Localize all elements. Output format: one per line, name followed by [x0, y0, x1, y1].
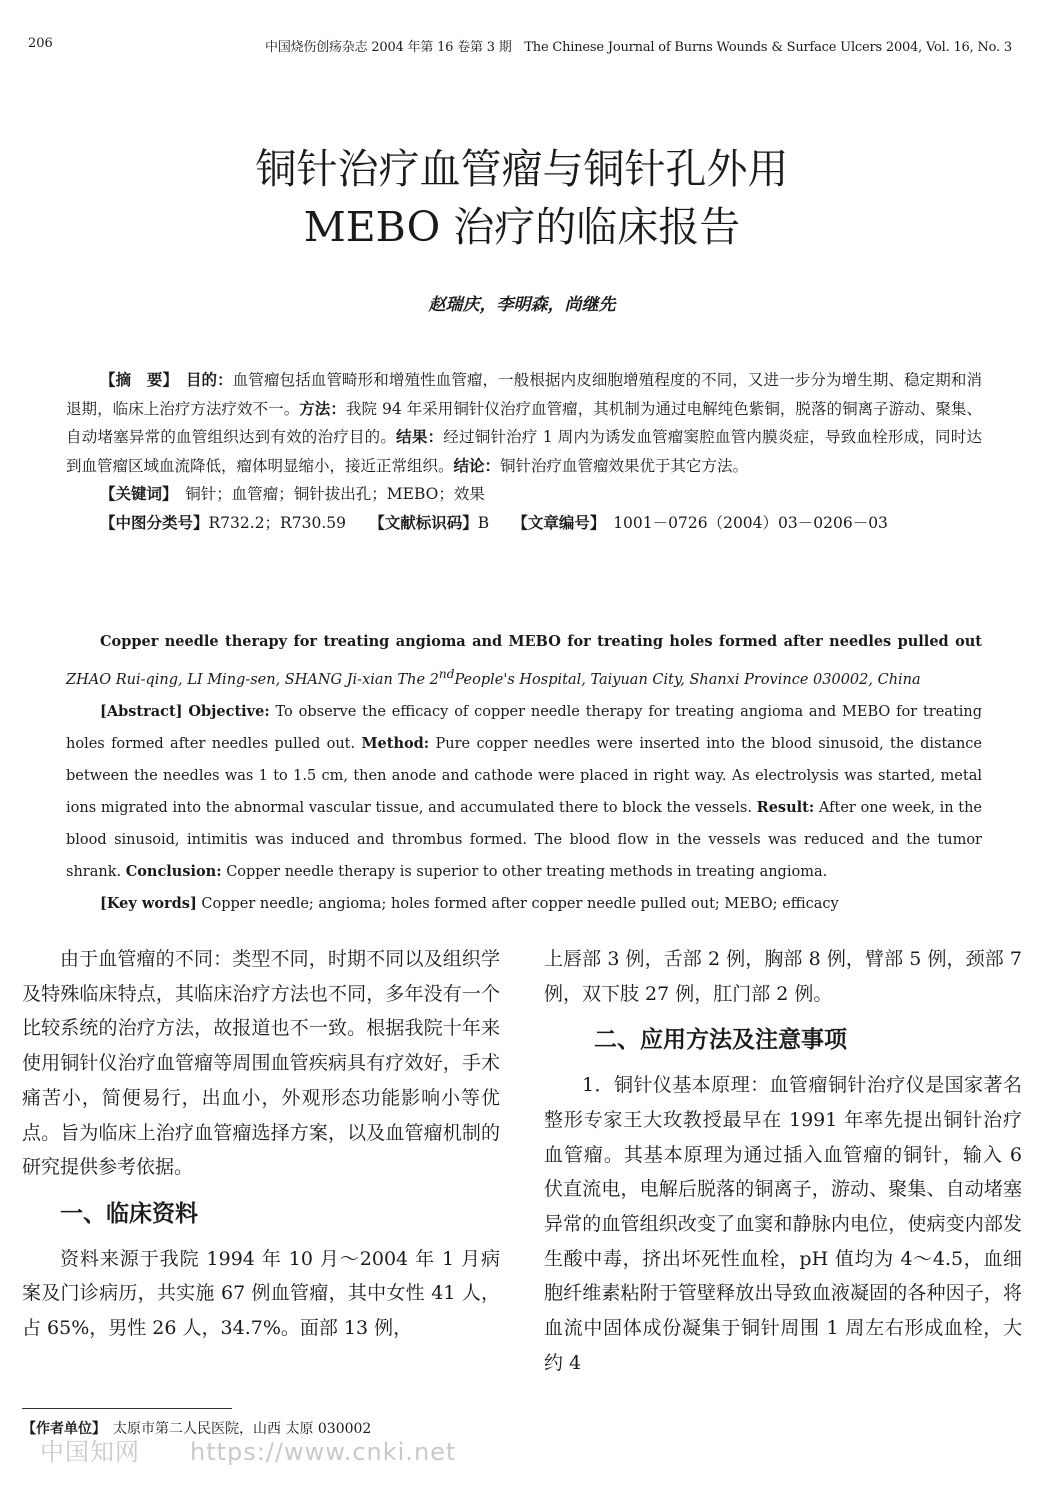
cn-objective-label: 目的： — [185, 370, 233, 389]
cn-abstract-label: 【摘 要】 — [100, 370, 171, 389]
en-objective-text: To observe the efficacy of copper needle therapy for treating angioma and MEBO for treating holes formed after needles pulled out. — [66, 703, 983, 752]
clinical-data-paragraph: 资料来源于我院 1994 年 10 月～2004 年 1 月病案及门诊病历，共实施 67 例血管瘤，其中女性 41 人，占 65%，男性 26 人，34.7%。面部 13 例， — [22, 1247, 500, 1340]
en-conclusion-label: Conclusion: — [125, 862, 222, 880]
en-article-title: Copper needle therapy for treating angioma and MEBO for treating holes formed after needles pulled out — [100, 633, 982, 650]
cn-objective-text: 血管瘤包括血管畸形和增殖性血管瘤，一般根据内皮细胞增殖程度的不同，又进一步分为增生期、稳定期和消退期，临床上治疗方法疗效不一。 — [66, 371, 982, 418]
en-abstract-paragraph — [66, 696, 982, 888]
english-abstract — [66, 626, 982, 920]
article-no-value: 1001－0726（2004）03－0206－03 — [613, 513, 888, 532]
methods-paragraph: 1．铜针仪基本原理：血管瘤铜针治疗仪是国家著名整形专家王大玫教授最早在 1991 年率先提出铜针治疗血管瘤。其基本原理为通过插入血管瘤的铜针，输入 6 伏直流电，电解后脱落的铜离子，游动、聚集、自动堵塞异常的血管组织改变了血窦和静脉内电位，使病变内部发生酸中毒，挤出坏死性血栓，pH 值均为 4～4.5，血细胞纤维素粘附于管壁释放出导致血液凝固的各种因子，将血流中固体成份凝集于铜针周围 1 周左右形成血栓，大约 4 — [544, 1074, 1022, 1374]
clc-value: R732.2；R730.59 — [208, 513, 346, 532]
author-list: 赵瑞庆，李明森，尚继先 — [428, 295, 616, 315]
en-affil-postcode: 030002, China — [813, 671, 921, 688]
en-affil-post: People's Hospital, Taiyuan City, Shanxi Province — [454, 671, 809, 688]
en-result-label: Result: — [756, 798, 815, 816]
doc-code-value: B — [477, 513, 490, 532]
title-line-1: 铜针治疗血管瘤与铜针孔外用 — [255, 145, 789, 193]
en-title-affiliation — [66, 626, 982, 696]
page-number: 206 — [28, 36, 53, 51]
en-keywords-label: [Key words] — [100, 894, 197, 912]
footnote-label: 【作者单位】 — [22, 1421, 99, 1437]
clc-label: 【中图分类号】 — [100, 512, 209, 532]
article-no-label: 【文章编号】 — [520, 512, 598, 532]
en-method-text: Pure copper needles were inserted into the blood sinusoid, the distance between the needles was 1 to 1.5 cm, then anode and cathode were placed in right way. As electrolysis was started, metal ions migrated into the abnormal vascular tissue, and accumulated there to block the vessels. — [66, 735, 982, 816]
cn-method-text: 我院 94 年采用铜针仪治疗血管瘤，其机制为通过电解纯色紫铜，脱落的铜离子游动、聚集、自动堵塞异常的血管组织达到有效的治疗目的。 — [66, 399, 982, 446]
cn-classification — [66, 509, 982, 538]
en-authors: ZHAO Rui-qing, LI Ming-sen, SHANG Ji-xian — [66, 671, 393, 688]
en-keywords-text: Copper needle; angioma; holes formed after copper needle pulled out; MEBO; efficacy — [201, 895, 839, 912]
cn-keywords-label: 【关键词】 — [100, 484, 170, 503]
doc-code-label: 【文献标识码】 — [376, 512, 478, 532]
chinese-abstract — [66, 366, 982, 537]
section-heading-methods: 二、应用方法及注意事项 — [594, 1026, 847, 1054]
en-objective-label: Objective: — [188, 702, 270, 720]
en-affil-pre: The 2 — [397, 671, 439, 688]
running-header — [28, 36, 1012, 58]
cn-conclusion-label: 结论： — [453, 455, 501, 475]
en-keywords — [66, 888, 982, 920]
intro-paragraph: 由于血管瘤的不同：类型不同，时期不同以及组织学及特殊临床特点，其临床治疗方法也不同，多年没有一个比较系统的治疗方法，故报道也不一致。根据我院十年来使用铜针仪治疗血管瘤等周围血管疾病具有疗效好，手术痛苦小，简便易行，出血小，外观形态功能影响小等优点。旨为临床上治疗血管瘤选择方案，以及血管瘤机制的研究提供参考依据。 — [22, 948, 500, 1179]
body-column-left — [22, 942, 500, 1346]
footnote-rule — [22, 1408, 232, 1409]
en-conclusion-text: Copper needle therapy is superior to other treating methods in treating angioma. — [226, 863, 828, 880]
body-column-right — [544, 942, 1022, 1380]
en-affil-superscript: nd — [438, 667, 455, 681]
en-method-label: Method: — [361, 734, 430, 752]
cn-keywords-text: 铜针；血管瘤；铜针拔出孔；MEBO；效果 — [185, 485, 485, 503]
title-line-2: MEBO 治疗的临床报告 — [303, 203, 741, 251]
en-abstract-label: [Abstract] — [100, 702, 183, 720]
cn-conclusion-text: 铜针治疗血管瘤效果优于其它方法。 — [500, 456, 749, 475]
cn-keywords — [66, 480, 982, 509]
cn-abstract-paragraph — [66, 366, 982, 480]
cn-result-label: 结果： — [396, 427, 444, 446]
clinical-data-continuation: 上唇部 3 例，舌部 2 例，胸部 8 例，臂部 5 例，颈部 7 例，双下肢 27 例，肛门部 2 例。 — [544, 948, 1022, 1005]
en-result-text: After one week, in the blood sinusoid, intimitis was induced and thrombus formed. The blood flow in the vessels was reduced and the tumor shrank. — [66, 799, 983, 880]
cn-result-text: 经过铜针治疗 1 周内为诱发血管瘤窦腔血管内膜炎症，导致血栓形成，同时达到血管瘤区域血流降低，瘤体明显缩小，接近正常组织。 — [66, 428, 982, 475]
footnote-text: 太原市第二人民医院，山西 太原 030002 — [113, 1421, 372, 1437]
journal-running-head: 中国烧伤创疡杂志 2004 年第 16 卷第 3 期 The Chinese Journal of Burns Wounds & Surface Ulcers 2004, Vol. 16, No. 3 — [265, 40, 1012, 55]
cnki-watermark: 中国知网 https://www.cnki.net — [40, 1438, 457, 1466]
cn-method-label: 方法： — [299, 398, 346, 418]
section-heading-clinical-data: 一、临床资料 — [60, 1199, 198, 1227]
article-title — [0, 140, 1044, 256]
